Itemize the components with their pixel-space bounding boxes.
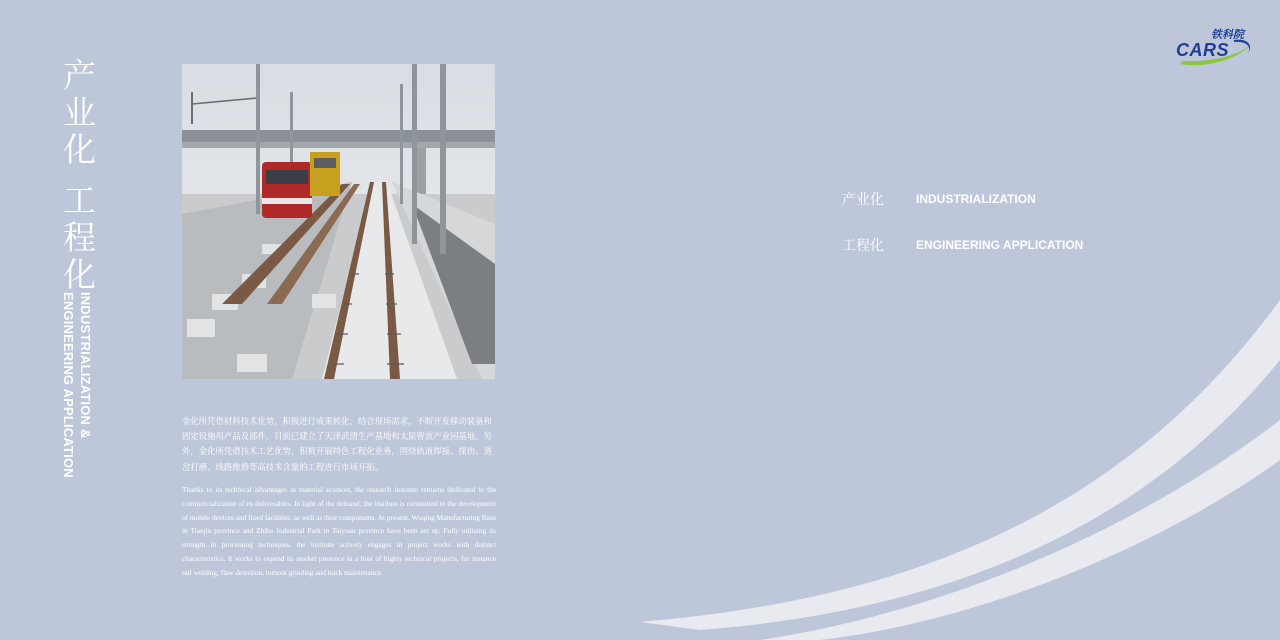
- menu-item-en: INDUSTRIALIZATION: [916, 192, 1036, 206]
- railway-track-photo: [182, 64, 495, 379]
- vertical-title-cn: [58, 58, 98, 294]
- title-en-line-2: ENGINEERING APPLICATION: [61, 292, 76, 478]
- logo-script-text: 铁科院: [1211, 28, 1244, 41]
- menu-item-cn: 工程化: [842, 238, 884, 254]
- menu-item-engineering-application[interactable]: [842, 234, 1083, 256]
- title-cn-char: 产业化: [58, 58, 97, 169]
- logo-wordmark: CARS: [1176, 40, 1230, 60]
- body-text-en: Thanks to its technical advantages in material sciences, the research institute remains dedicated to the commercialization of its deliverables. In light of the demand, the institute is committed to the development of mobile devices and fixed facilities, as well as their components. At present, Wuqing Manufacturing Base in Tianjin province and Zhibo Industrial Park in Taiyuan province have been set up. Fully utilizing its strength in processing techniques, the institute actively engages in project works with distinct characteristics. It works to expend its market presence in a host of highly technical projects, for instance rail welding, flaw detection, turnout grinding and track maintenance.: [182, 485, 496, 577]
- title-en-line-1: INDUSTRIALIZATION &: [78, 292, 93, 439]
- section-menu: [842, 188, 1083, 280]
- title-cn-char: 工程化: [58, 183, 97, 294]
- vertical-title-en: [60, 292, 94, 478]
- railway-track-photo-icon: [182, 64, 495, 379]
- menu-item-en: ENGINEERING APPLICATION: [916, 238, 1084, 252]
- menu-item-industrialization[interactable]: [842, 188, 1083, 210]
- menu-item-cn: 产业化: [842, 192, 884, 208]
- cars-logo: [1172, 26, 1256, 70]
- body-text-cn: 金化所凭借材料技术优势，积极进行成果转化，结合现场需求，不断开发移动装备和固定设施用产品及部件，目前已建立了天津武清生产基地和太原智波产业园基地。另外，金化所凭借技术工艺优势，积极开展特色工程化业务，围绕轨道焊接、探伤、道岔打磨、线路维修等高技术含量的工程进行市场开拓。: [182, 416, 492, 472]
